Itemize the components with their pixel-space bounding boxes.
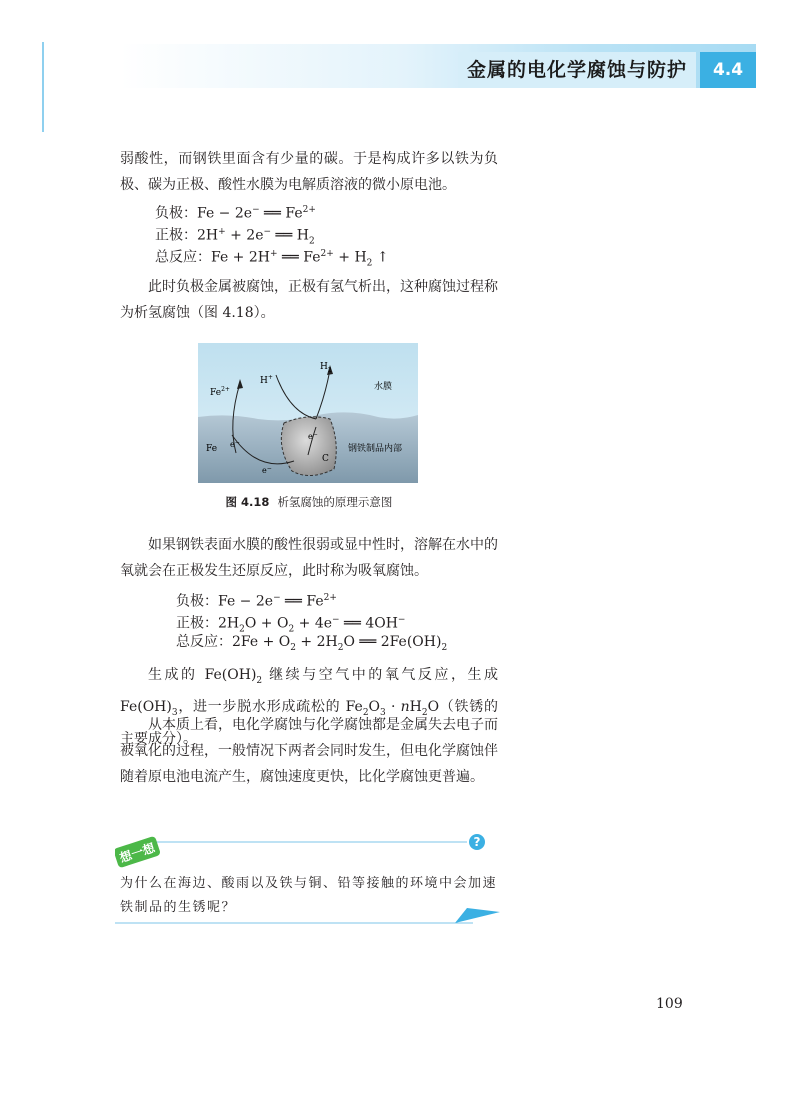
think-question: 为什么在海边、酸雨以及铁与铜、铅等接触的环境中会加速铁制品的生锈呢？ bbox=[120, 876, 498, 915]
para4-part-a: 生成的 Fe(OH) bbox=[148, 667, 257, 683]
eq2-negative-label: 负极： bbox=[176, 593, 218, 610]
paragraph-3: 如果钢铁表面水膜的酸性很弱或显中性时，溶解在水中的氧就会在正极发生还原反应，此时称为吸氧腐蚀。 bbox=[120, 537, 498, 579]
page-number: 109 bbox=[656, 996, 683, 1012]
electron-label-3: e− bbox=[308, 431, 318, 441]
paragraph-4: 生成的 $Fe(OH)_2$ 继续与空气中的氧气反应，生成 $Fe(OH)_3$，进一步脱水形成疏松的 $Fe_2O_3 \cdot nH_2O$（铁锈的主要成分）。 bbox=[120, 667, 499, 747]
figure-caption bbox=[120, 494, 498, 510]
paragraph-5: 从本质上看，电化学腐蚀与化学腐蚀都是金属失去电子而被氧化的过程，一般情况下两者会同时发生，但电化学腐蚀伴随着原电池电流产生，腐蚀速度更快，比化学腐蚀更普遍。 bbox=[120, 717, 498, 785]
steel-interior-label: 钢铁制品内部 bbox=[348, 444, 403, 454]
para4-part-e: · bbox=[385, 698, 401, 715]
paragraph-2: 此时负极金属被腐蚀，正极有氢气析出，这种腐蚀过程称为析氢腐蚀（图 4.18）。 bbox=[120, 279, 498, 321]
para4-part-h: O（铁锈的主要成分）。 bbox=[120, 698, 498, 747]
eq1-positive: 正极：2H+ + 2e− ══ $H_2$ bbox=[155, 227, 315, 247]
eq1-total-label: 总反应： bbox=[155, 249, 211, 266]
fe2-label: $Fe^{2+}$ bbox=[210, 386, 230, 398]
figure-number: 图 4.18 bbox=[225, 495, 270, 509]
water-film-label: 水膜 bbox=[374, 382, 393, 392]
left-margin-rule bbox=[42, 42, 44, 132]
electron-label-2: e− bbox=[262, 465, 272, 475]
hplus-label: H+ bbox=[260, 374, 273, 386]
carbon-label: C bbox=[322, 454, 329, 464]
think-badge bbox=[115, 836, 161, 869]
question-mark-glyph: ? bbox=[473, 835, 481, 849]
eq2-positive: 正极：$2H_2O + O_2 + 4e^-$ ══ 4OH− bbox=[176, 615, 406, 635]
paragraph-1: 弱酸性，而钢铁里面含有少量的碳。于是构成许多以铁为负极、碳为正极、酸性水膜为电解质溶液的微小原电池。 bbox=[120, 151, 498, 193]
para4-part-g: H bbox=[409, 698, 422, 715]
eq2-positive-label: 正极： bbox=[176, 615, 218, 632]
para4-part-b: 继续与空气中的氧气反应，生成 Fe(OH) bbox=[120, 667, 499, 715]
eq2-total-label: 总反应： bbox=[176, 634, 232, 650]
eq2-total: 总反应：$2Fe + O_2 + 2H_2O$ ══ $2Fe(OH)_2$ bbox=[176, 634, 448, 653]
para4-part-f: n bbox=[400, 698, 410, 715]
electron-label-1: e− bbox=[230, 439, 240, 449]
chapter-title: 金属的电化学腐蚀与防护 bbox=[458, 52, 696, 88]
para4-part-c: ，进一步脱水形成疏松的 Fe bbox=[177, 698, 363, 715]
eq2-negative: 负极：Fe − 2e− ══ $Fe^{2+}$ bbox=[176, 593, 337, 610]
eq1-total: 总反应：Fe + 2H+ ══ $Fe^{2+} + H_2$ ↑ bbox=[155, 249, 389, 269]
think-badge-label: 想一想 bbox=[118, 840, 157, 866]
section-number: 4.4 bbox=[700, 52, 756, 88]
carbon-particle bbox=[281, 417, 336, 476]
figure-caption-text: 析氢腐蚀的原理示意图 bbox=[277, 495, 393, 509]
eq1-negative: 负极：Fe − 2e− ══ $Fe^{2+}$ bbox=[155, 205, 316, 222]
h2-label: $H_2$ bbox=[320, 362, 332, 374]
hydrogen-corrosion-diagram bbox=[198, 343, 418, 483]
eq1-positive-label: 正极： bbox=[155, 227, 197, 244]
para4-part-d: O bbox=[368, 698, 381, 715]
fe-label: Fe bbox=[206, 444, 218, 454]
eq1-negative-label: 负极： bbox=[155, 205, 197, 222]
